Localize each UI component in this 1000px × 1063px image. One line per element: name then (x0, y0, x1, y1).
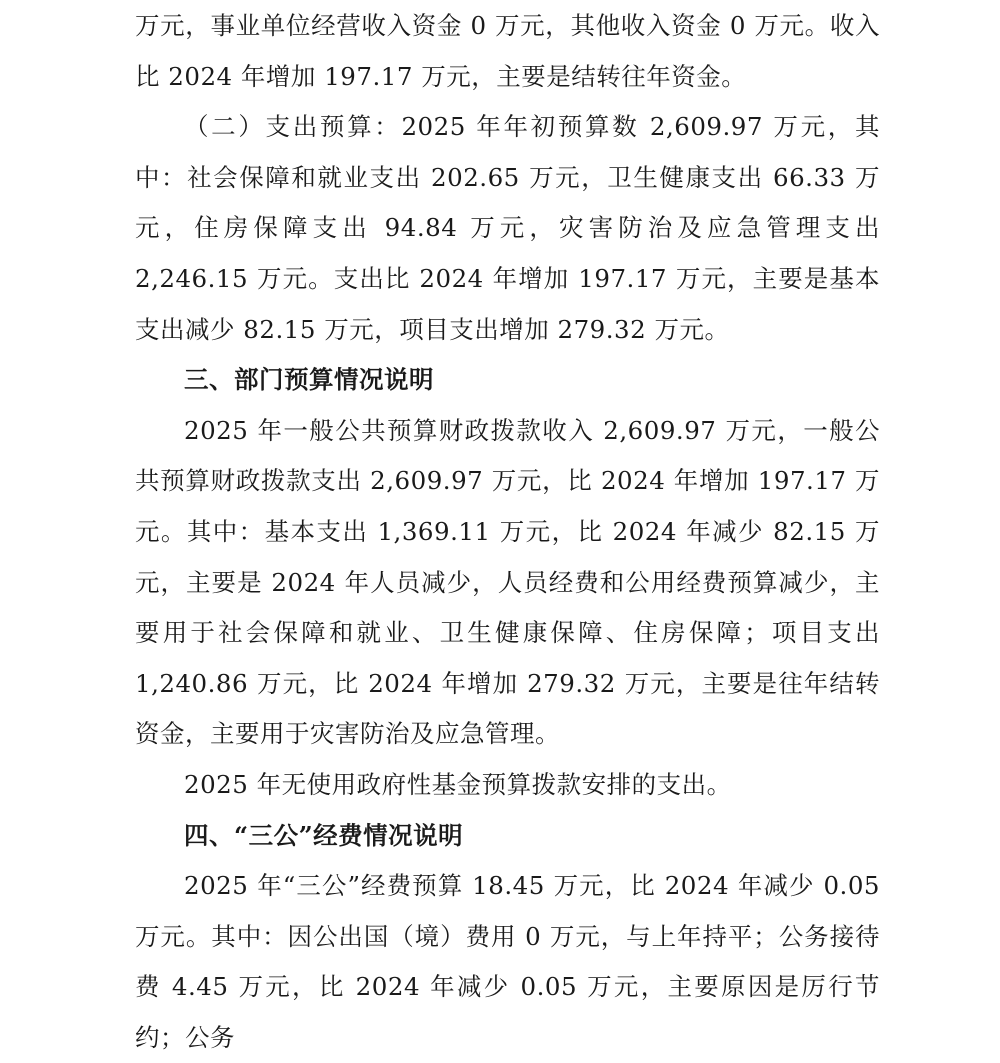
paragraph-three-public-expenses: 2025 年“三公”经费预算 18.45 万元，比 2024 年减少 0.05 万元。其中：因公出国（境）费用 0 万元，与上年持平；公务接待费 4.45 万元，比 2024 年减少 0.05 万元，主要原因是厉行节约；公务 (135, 871, 880, 1052)
paragraph-government-fund: 2025 年无使用政府性基金预算拨款安排的支出。 (184, 769, 732, 799)
section-heading-three-public-expenses: 四、“三公”经费情况说明 (184, 820, 464, 850)
document-page (135, 0, 880, 1063)
paragraph-expenditure-budget: （二）支出预算：2025 年年初预算数 2,609.97 万元，其中：社会保障和就业支出 202.65 万元，卫生健康支出 66.33 万元，住房保障支出 94.84 万元，灾害防治及应急管理支出 2,246.15 万元。支出比 2024 年增加 197.17 万元，主要是基本支出减少 82.15 万元，项目支出增加 279.32 万元。 (135, 112, 880, 344)
section-heading-department-budget: 三、部门预算情况说明 (184, 365, 434, 395)
paragraph-general-public-budget: 2025 年一般公共预算财政拨款收入 2,609.97 万元，一般公共预算财政拨款支出 2,609.97 万元，比 2024 年增加 197.17 万元。其中：基本支出 1,369.11 万元，比 2024 年减少 82.15 万元，主要是 2024 年人员减少，人员经费和公用经费预算减少，主要用于社会保障和就业、卫生健康保障、住房保障；项目支出 1,240.86 万元，比 2024 年增加 279.32 万元，主要是往年结转资金，主要用于灾害防治及应急管理。 (135, 415, 880, 749)
paragraph-income-continuation: 万元，事业单位经营收入资金 0 万元，其他收入资金 0 万元。收入比 2024 年增加 197.17 万元，主要是结转往年资金。 (135, 11, 880, 91)
